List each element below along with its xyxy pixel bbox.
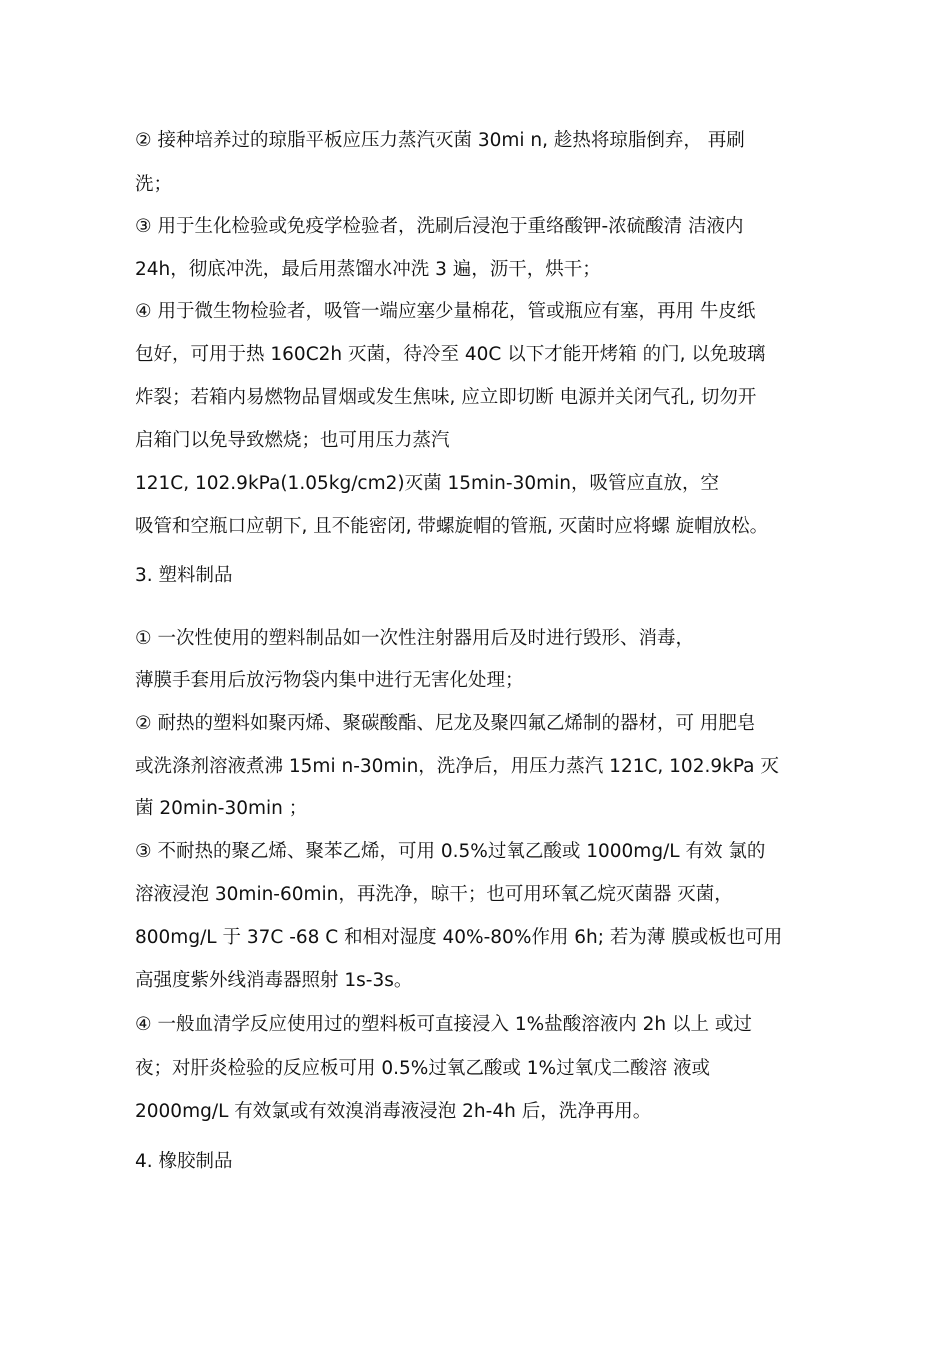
text-line: 800mg/L 于 37C -68 C 和相对湿度 40%-80%作用 6h; 若为薄 膜或板也可用 <box>135 927 783 948</box>
text-line: 121C, 102.9kPa(1.05kg/cm2)灭菌 15min-30min，吸管应直放，空 <box>135 473 720 494</box>
text-line: 炸裂；若箱内易燃物品冒烟或发生焦味, 应立即切断 电源并关闭气孔, 切勿开 <box>135 387 757 408</box>
text-line: 或洗涤剂溶液煮沸 15mi n-30min，洗净后，用压力蒸汽 121C, 102.9kPa 灭 <box>135 756 779 777</box>
text-line: ① 一次性使用的塑料制品如一次性注射器用后及时进行毁形、消毒， <box>135 628 694 649</box>
text-line: ③ 不耐热的聚乙烯、聚苯乙烯，可用 0.5%过氧乙酸或 1000mg/L 有效 氯的 <box>135 841 766 862</box>
section-heading: 4. 橡胶制品 <box>135 1151 233 1172</box>
text-line: 高强度紫外线消毒器照射 1s-3s。 <box>135 970 413 991</box>
text-line: 薄膜手套用后放污物袋内集中进行无害化处理； <box>135 670 524 691</box>
text-line: 启箱门以免导致燃烧；也可用压力蒸汽 <box>135 430 450 451</box>
text-line: ④ 一般血清学反应使用过的塑料板可直接浸入 1%盐酸溶液内 2h 以上 或过 <box>135 1014 752 1035</box>
text-line: 吸管和空瓶口应朝下, 且不能密闭, 带螺旋帽的管瓶, 灭菌时应将螺 旋帽放松。 <box>135 516 769 537</box>
text-line: ② 耐热的塑料如聚丙烯、聚碳酸酯、尼龙及聚四氟乙烯制的器材，可 用肥皂 <box>135 713 756 734</box>
text-line: 溶液浸泡 30min-60min，再洗净，晾干；也可用环氧乙烷灭菌器 灭菌， <box>135 884 733 905</box>
text-line: ② 接种培养过的琼脂平板应压力蒸汽灭菌 30mi n, 趁热将琼脂倒弃， 再刷 <box>135 130 745 151</box>
text-line: 菌 20min-30min ； <box>135 798 308 819</box>
text-line: 洗； <box>135 174 173 195</box>
text-line: 包好，可用于热 160C2h 灭菌，待冷至 40C 以下才能开烤箱 的门, 以免玻璃 <box>135 344 766 365</box>
section-heading: 3. 塑料制品 <box>135 565 233 586</box>
text-line: 2000mg/L 有效氯或有效溴消毒液浸泡 2h-4h 后，洗净再用。 <box>135 1101 652 1122</box>
text-line: 夜；对肝炎检验的反应板可用 0.5%过氧乙酸或 1%过氧戊二酸溶 液或 <box>135 1058 710 1079</box>
text-line: ④ 用于微生物检验者，吸管一端应塞少量棉花，管或瓶应有塞，再用 牛皮纸 <box>135 301 756 322</box>
text-line: 24h，彻底冲洗，最后用蒸馏水冲洗 3 遍，沥干，烘干； <box>135 259 601 280</box>
text-line: ③ 用于生化检验或免疫学检验者，洗刷后浸泡于重络酸钾-浓硫酸清 洁液内 <box>135 216 744 237</box>
